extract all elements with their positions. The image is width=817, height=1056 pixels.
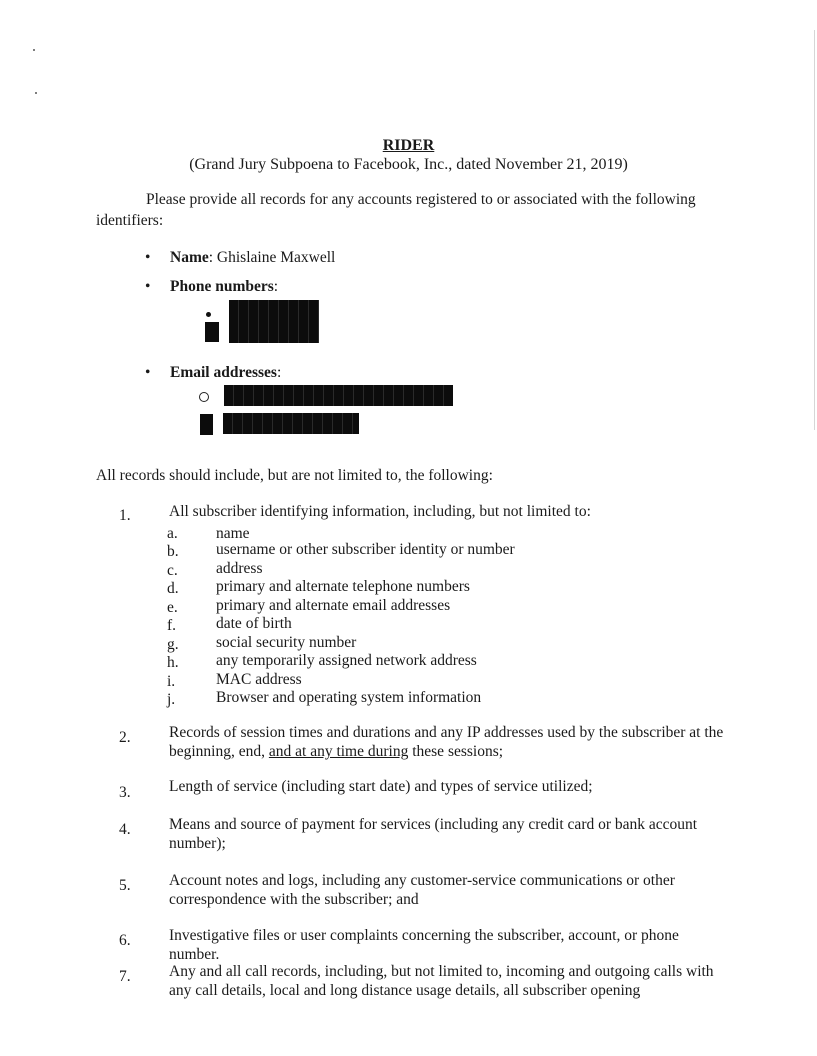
item-number: 3. xyxy=(119,784,131,801)
subitem-text: name xyxy=(216,525,250,542)
identifier-phone-colon: : xyxy=(273,278,279,295)
item-text: Account notes and logs, including any customer-service communications or other correspondence with the subscriber; and xyxy=(169,872,675,908)
subitem-letter: b. xyxy=(167,543,179,560)
subitem-text: MAC address xyxy=(216,671,302,688)
identifier-name-value: : Ghislaine Maxwell xyxy=(208,249,336,266)
subitem-text: primary and alternate email addresses xyxy=(216,597,451,614)
scan-speck xyxy=(33,49,35,51)
subitem-letter: a. xyxy=(167,525,178,542)
subitem-text: address xyxy=(216,560,263,577)
item-number: 6. xyxy=(119,932,131,949)
subitem-text: social security number xyxy=(216,634,357,651)
document-subtitle: (Grand Jury Subpoena to Facebook, Inc., dated November 21, 2019) xyxy=(189,156,628,173)
subitem-text: Browser and operating system information xyxy=(216,689,482,706)
identifier-name xyxy=(170,249,335,267)
subitem-letter: c. xyxy=(167,562,178,579)
item-number: 1. xyxy=(119,507,131,524)
sub-bullet-icon xyxy=(206,312,211,317)
item-number: 5. xyxy=(119,877,131,894)
item-text: Means and source of payment for services (including any credit card or bank account number); xyxy=(169,816,698,852)
item-text: Any and all call records, including, but not limited to, incoming and outgoing calls with any call details, local and long distance usage details, all subscriber opening xyxy=(169,963,714,999)
subitem-text: any temporarily assigned network address xyxy=(216,652,477,669)
item-text: Length of service (including start date) and types of service utilized; xyxy=(169,778,593,795)
redaction-block xyxy=(205,322,219,342)
item-text: All subscriber identifying information, including, but not limited to: xyxy=(169,503,591,520)
identifier-email xyxy=(170,364,281,382)
item-text-underlined: and at any time during xyxy=(268,743,409,760)
redaction-block xyxy=(229,300,319,343)
subitem-letter: g. xyxy=(167,636,179,653)
document-title: RIDER xyxy=(382,137,435,154)
subitem-text: username or other subscriber identity or number xyxy=(216,541,515,558)
subitem-text: primary and alternate telephone numbers xyxy=(216,578,470,595)
redaction-block xyxy=(224,385,453,406)
scan-speck xyxy=(35,92,37,94)
page-edge-line xyxy=(814,30,815,430)
item-text: Investigative files or user complaints concerning the subscriber, account, or phone number. xyxy=(169,927,679,963)
intro-paragraph: Please provide all records for any accounts registered to or associated with the following identifiers: xyxy=(96,191,696,229)
identifier-name-label: Name xyxy=(170,249,209,266)
item-text-part: Records of session times and durations and any IP addresses used by the subscriber at the beginning, end, xyxy=(169,724,724,760)
item-text-part: these sessions; xyxy=(408,743,504,760)
identifier-email-label: Email addresses xyxy=(170,364,277,381)
circle-bullet-icon xyxy=(199,392,209,402)
identifier-email-colon: : xyxy=(276,364,282,381)
subitem-letter: h. xyxy=(167,654,179,671)
subitem-letter: j. xyxy=(167,691,176,708)
item-number: 2. xyxy=(119,729,131,746)
subitem-letter: i. xyxy=(167,673,176,690)
subitem-letter: f. xyxy=(167,617,177,634)
item-number: 4. xyxy=(119,821,131,838)
redaction-block xyxy=(223,413,359,434)
identifier-phone xyxy=(170,278,278,296)
identifier-phone-label: Phone numbers xyxy=(170,278,274,295)
bullet-icon xyxy=(145,364,150,382)
bullet-icon xyxy=(145,278,150,296)
subitem-letter: e. xyxy=(167,599,178,616)
bullet-icon xyxy=(145,249,150,267)
redaction-block xyxy=(200,414,213,435)
subitem-text: date of birth xyxy=(216,615,292,632)
subitem-letter: d. xyxy=(167,580,179,597)
records-intro: All records should include, but are not limited to, the following: xyxy=(96,467,493,484)
item-number: 7. xyxy=(119,968,131,985)
item-text xyxy=(169,723,729,761)
